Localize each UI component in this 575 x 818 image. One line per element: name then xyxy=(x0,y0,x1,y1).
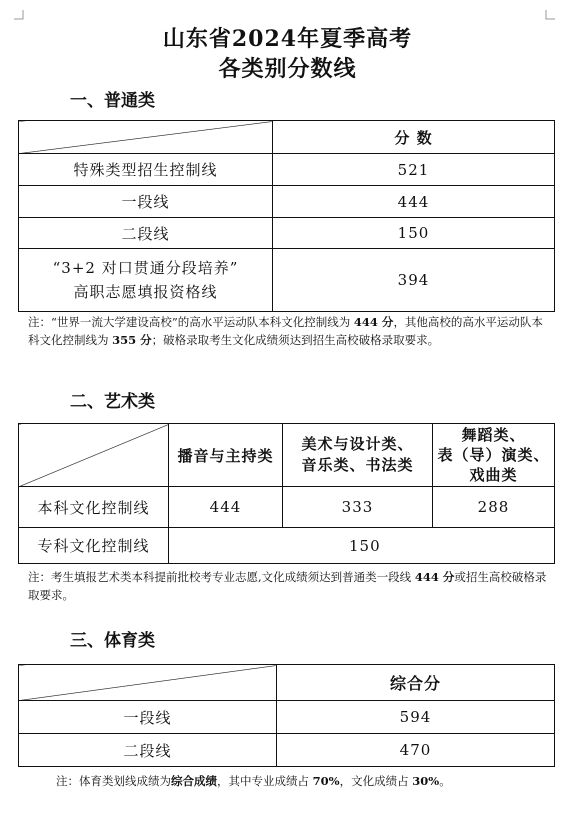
art-score-table xyxy=(18,423,555,564)
row-label-multiline xyxy=(19,249,273,312)
col-header-art-design-music xyxy=(283,424,433,487)
row-value: 333 xyxy=(283,487,433,528)
header-line: 表（导）演类、 xyxy=(437,446,550,464)
row-label: 专科文化控制线 xyxy=(19,528,169,564)
section-heading-art: 二、艺术类 xyxy=(70,392,155,412)
note-text: 注：“世界一流大学建设高校”的高水平运动队本科文化控制线为 xyxy=(28,315,354,329)
row-value: 150 xyxy=(169,528,555,564)
row-value: 288 xyxy=(433,487,555,528)
header-line: 舞蹈类、 xyxy=(461,426,526,444)
corner-mark-top-right xyxy=(545,10,555,20)
row-label: 二段线 xyxy=(19,218,273,249)
row-value: 521 xyxy=(273,154,555,186)
row-value: 394 xyxy=(273,249,555,312)
row-label: 本科文化控制线 xyxy=(19,487,169,528)
row-label: 一段线 xyxy=(19,186,273,218)
col-header-dance-drama xyxy=(433,424,555,487)
diagonal-header-cell xyxy=(19,424,169,487)
composite-score-header: 综合分 xyxy=(277,665,555,701)
note-text: ，文化成绩占 xyxy=(339,774,413,788)
note-emphasis: 综合成绩 xyxy=(171,774,217,788)
page-title-line1: 山东省2024年夏季高考 xyxy=(162,26,413,52)
row-value: 150 xyxy=(273,218,555,249)
note-emphasis: 355 分 xyxy=(112,333,152,347)
section-heading-sports: 三、体育类 xyxy=(70,631,155,651)
row-value: 444 xyxy=(273,186,555,218)
general-score-table xyxy=(18,120,555,312)
sports-score-table xyxy=(18,664,555,767)
score-column-header: 分 数 xyxy=(273,121,555,154)
note-text: ，其中专业成绩占 xyxy=(217,774,313,788)
diagonal-header-cell xyxy=(19,121,273,154)
sports-note xyxy=(56,772,556,790)
general-note xyxy=(28,313,550,349)
row-label: 特殊类型招生控制线 xyxy=(19,154,273,186)
section-heading-general: 一、普通类 xyxy=(70,91,155,111)
row-label: 一段线 xyxy=(19,701,277,734)
row-label: 二段线 xyxy=(19,734,277,767)
note-text: ；破格录取考生文化成绩须达到招生高校破格录取要求。 xyxy=(151,333,440,347)
note-emphasis: 444 分 xyxy=(414,570,455,584)
header-line: 音乐类、书法类 xyxy=(301,456,414,474)
header-line: 美术与设计类、 xyxy=(301,435,414,453)
corner-mark-top-left xyxy=(14,10,24,20)
row-label-line: 高职志愿填报资格线 xyxy=(73,283,218,301)
page-title-line2: 各类别分数线 xyxy=(218,56,357,82)
note-text: 。 xyxy=(439,774,451,788)
note-text: 或招生高校破格录取要求。 xyxy=(28,570,547,602)
art-note xyxy=(28,568,550,604)
row-value: 444 xyxy=(169,487,283,528)
row-value: 594 xyxy=(277,701,555,734)
col-header-broadcasting: 播音与主持类 xyxy=(169,424,283,487)
note-emphasis: 70% xyxy=(312,774,340,788)
diagonal-header-cell xyxy=(19,665,277,701)
note-text: ，其他高校的高水平运动队本科文化控制线为 xyxy=(28,315,543,347)
row-label-line: “3+2 对口贯通分段培养” xyxy=(52,259,239,277)
note-text: 注：体育类划线成绩为 xyxy=(56,774,171,788)
header-line: 戏曲类 xyxy=(469,466,518,484)
row-value: 470 xyxy=(277,734,555,767)
note-emphasis: 30% xyxy=(412,774,440,788)
note-text: 注：考生填报艺术类本科提前批校考专业志愿,文化成绩须达到普通类一段线 xyxy=(28,570,415,584)
note-emphasis: 444 分 xyxy=(353,315,394,329)
